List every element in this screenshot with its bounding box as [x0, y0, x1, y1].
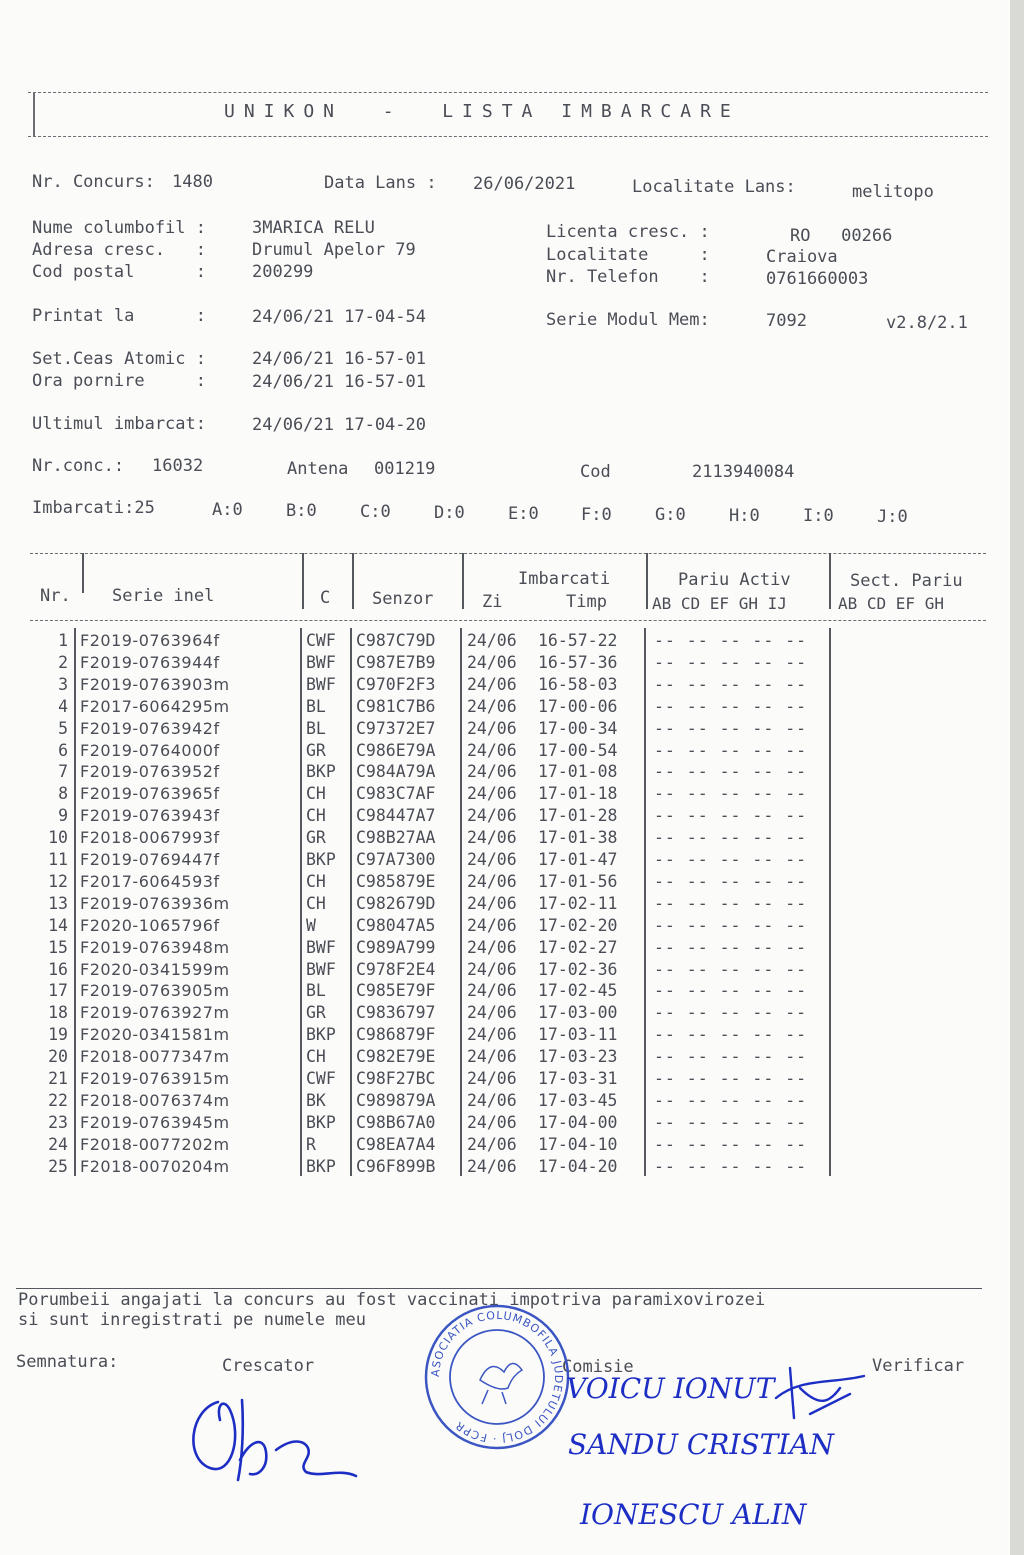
row-senzor: C98447A7 — [356, 806, 436, 826]
row-color: BL — [306, 718, 326, 738]
table-row — [0, 893, 1010, 915]
localitate-lans-label: Localitate Lans: — [632, 177, 796, 197]
pornire-value: 24/06/21 16-57-01 — [252, 372, 426, 392]
row-nr: 4 — [58, 696, 68, 716]
row-timp: 16-57-36 — [538, 652, 618, 672]
row-color: W — [306, 915, 316, 935]
col-header-timp: Timp — [566, 592, 607, 612]
row-color: BL — [306, 981, 326, 1001]
table-header-rule — [30, 620, 986, 621]
row-pariu-activ: -- -- -- -- -- — [654, 1047, 808, 1067]
row-serie-inel: F2019-0763965f — [80, 784, 220, 804]
row-timp: 17-02-20 — [538, 915, 618, 935]
col-divider-imbarcati-head — [646, 553, 648, 609]
table-row — [0, 652, 1010, 674]
row-pariu-activ: -- -- -- -- -- — [654, 937, 808, 957]
row-nr: 2 — [58, 652, 68, 672]
row-color: BWF — [306, 959, 336, 979]
row-serie-inel: F2017-6064593f — [80, 871, 220, 891]
row-serie-inel: F2020-1065796f — [80, 915, 220, 935]
row-nr: 17 — [48, 981, 68, 1001]
row-nr: 14 — [48, 915, 68, 935]
title-top-rule — [28, 92, 988, 93]
table-row — [0, 783, 1010, 805]
telefon-value: 0761660003 — [766, 269, 869, 289]
row-senzor: C98B67A0 — [356, 1112, 436, 1132]
serie-modul-label: Serie Modul Mem: — [546, 310, 710, 330]
report-title: UNIKON - LISTA IMBARCARE — [224, 101, 740, 122]
row-timp: 17-02-36 — [538, 959, 618, 979]
row-timp: 16-57-22 — [538, 631, 618, 650]
row-zi: 24/06 — [467, 1003, 517, 1023]
row-zi: 24/06 — [467, 806, 517, 826]
row-nr: 7 — [58, 762, 68, 782]
row-senzor: C989879A — [356, 1090, 436, 1110]
row-senzor: C97372E7 — [356, 718, 436, 738]
row-pariu-activ: -- -- -- -- -- — [654, 1090, 808, 1110]
row-timp: 17-04-20 — [538, 1156, 618, 1176]
row-zi: 24/06 — [467, 915, 517, 935]
row-senzor: C98047A5 — [356, 915, 436, 935]
row-senzor: C982E79E — [356, 1047, 436, 1067]
row-color: BKP — [306, 762, 336, 782]
table-row — [0, 740, 1010, 762]
row-color: BKP — [306, 1112, 336, 1132]
row-nr: 23 — [48, 1112, 68, 1132]
row-serie-inel: F2018-0076374m — [80, 1090, 230, 1110]
row-senzor: C987E7B9 — [356, 652, 436, 672]
row-serie-inel: F2019-0764000f — [80, 740, 220, 760]
row-serie-inel: F2019-0763945m — [80, 1112, 230, 1132]
col-header-c: C — [320, 588, 331, 608]
table-row — [0, 761, 1010, 783]
row-pariu-activ: -- -- -- -- -- — [654, 1156, 808, 1176]
stamp-outer-text: ASOCIATIA COLUMBOFILA JUDETULUI DOLJ · FCPR — [428, 1308, 566, 1446]
row-pariu-activ: -- -- -- -- -- — [654, 1069, 808, 1088]
row-color: GR — [306, 828, 326, 848]
col-header-imbarcati: Imbarcati — [518, 569, 611, 589]
row-serie-inel: F2019-0763942f — [80, 718, 220, 738]
comisie-signature-3: IONESCU ALIN — [580, 1498, 807, 1531]
row-zi: 24/06 — [467, 937, 517, 957]
printat-value: 24/06/21 17-04-54 — [252, 307, 426, 327]
row-senzor: C985E79F — [356, 981, 436, 1001]
col-divider-c-head — [352, 553, 354, 609]
table-row — [0, 1046, 1010, 1068]
table-row — [0, 1156, 1010, 1178]
cod-value: 2113940084 — [692, 462, 795, 482]
row-serie-inel: F2019-0763944f — [80, 652, 220, 672]
group-count-j: J:0 — [877, 507, 908, 527]
ceas-value: 24/06/21 16-57-01 — [252, 349, 426, 369]
row-color: BKP — [306, 850, 336, 869]
nume-label: Nume columbofil : — [32, 218, 206, 238]
concurs-value: 1480 — [172, 172, 213, 192]
row-pariu-activ: -- -- -- -- -- — [654, 915, 808, 935]
col-header-pariu: Pariu Activ — [678, 570, 791, 590]
row-zi: 24/06 — [467, 1156, 517, 1176]
group-count-g: G:0 — [655, 505, 686, 525]
row-timp: 17-01-56 — [538, 871, 618, 891]
row-zi: 24/06 — [467, 871, 517, 891]
row-timp: 17-03-11 — [538, 1025, 618, 1045]
table-row — [0, 827, 1010, 849]
row-serie-inel: F2017-6064295m — [80, 696, 230, 716]
row-serie-inel: F2019-0763964f — [80, 631, 220, 650]
row-pariu-activ: -- -- -- -- -- — [654, 1003, 808, 1023]
ultimul-value: 24/06/21 17-04-20 — [252, 415, 426, 435]
row-serie-inel: F2019-0769447f — [80, 850, 220, 869]
group-count-a: A:0 — [212, 500, 243, 520]
row-color: CH — [306, 893, 326, 913]
row-timp: 17-00-34 — [538, 718, 618, 738]
table-row — [0, 1068, 1010, 1090]
row-zi: 24/06 — [467, 762, 517, 782]
row-timp: 17-02-11 — [538, 893, 618, 913]
row-nr: 11 — [48, 850, 68, 869]
table-row — [0, 630, 1010, 652]
crescator-signature — [180, 1380, 370, 1490]
col-header-senzor: Senzor — [372, 589, 434, 609]
col-divider-pariu-head — [829, 553, 831, 609]
crescator-label: Crescator — [222, 1356, 315, 1376]
col-divider-senzor-head — [462, 553, 464, 609]
group-count-f: F:0 — [581, 505, 612, 525]
declaration-line-1: Porumbeii angajati la concurs au fost vaccinati impotriva paramixovirozei — [18, 1290, 766, 1310]
col-header-zi: Zi — [482, 592, 503, 612]
row-pariu-activ: -- -- -- -- -- — [654, 784, 808, 804]
col-header-serie: Serie inel — [112, 586, 215, 606]
row-senzor: C978F2E4 — [356, 959, 436, 979]
table-row — [0, 980, 1010, 1002]
row-senzor: C981C7B6 — [356, 696, 436, 716]
row-senzor: C987C79D — [356, 631, 436, 650]
row-pariu-activ: -- -- -- -- -- — [654, 652, 808, 672]
group-count-d: D:0 — [434, 503, 465, 523]
verificar-label: Verificar — [872, 1356, 965, 1376]
row-senzor: C986E79A — [356, 740, 436, 760]
row-color: CWF — [306, 1069, 336, 1088]
table-row — [0, 871, 1010, 893]
row-zi: 24/06 — [467, 740, 517, 760]
serie-modul-value: 7092 — [766, 311, 807, 331]
nr-conc-label: Nr.conc.: — [32, 456, 125, 476]
row-timp: 17-03-45 — [538, 1090, 618, 1110]
row-senzor: C98B27AA — [356, 828, 436, 848]
group-count-h: H:0 — [729, 506, 760, 526]
row-nr: 21 — [48, 1069, 68, 1088]
row-pariu-activ: -- -- -- -- -- — [654, 1134, 808, 1154]
row-serie-inel: F2018-0067993f — [80, 828, 220, 848]
row-senzor: C986879F — [356, 1025, 436, 1045]
table-row — [0, 959, 1010, 981]
row-zi: 24/06 — [467, 1112, 517, 1132]
cod-label: Cod — [580, 462, 611, 482]
row-pariu-activ: -- -- -- -- -- — [654, 696, 808, 716]
col-header-pariu-groups: AB CD EF GH IJ — [652, 594, 787, 613]
table-row — [0, 674, 1010, 696]
row-color: R — [306, 1134, 316, 1154]
row-color: CWF — [306, 631, 336, 650]
row-nr: 5 — [58, 718, 68, 738]
cod-postal-value: 200299 — [252, 262, 314, 282]
nr-conc-value: 16032 — [152, 456, 204, 476]
antena-value: 001219 — [374, 459, 436, 479]
col-divider-serie-head — [302, 553, 304, 609]
row-pariu-activ: -- -- -- -- -- — [654, 959, 808, 979]
row-nr: 10 — [48, 828, 68, 848]
row-timp: 17-02-45 — [538, 981, 618, 1001]
group-count-c: C:0 — [360, 502, 391, 522]
row-serie-inel: F2019-0763905m — [80, 981, 230, 1001]
row-senzor: C98EA7A4 — [356, 1134, 436, 1154]
row-color: BWF — [306, 652, 336, 672]
row-nr: 13 — [48, 893, 68, 913]
col-header-nr: Nr. — [40, 586, 71, 606]
row-timp: 17-03-31 — [538, 1069, 618, 1088]
row-pariu-activ: -- -- -- -- -- — [654, 850, 808, 869]
row-zi: 24/06 — [467, 718, 517, 738]
semnatura-label: Semnatura: — [16, 1352, 119, 1372]
row-zi: 24/06 — [467, 1069, 517, 1088]
row-nr: 3 — [58, 674, 68, 694]
row-pariu-activ: -- -- -- -- -- — [654, 762, 808, 782]
table-row — [0, 915, 1010, 937]
table-row — [0, 805, 1010, 827]
row-nr: 20 — [48, 1047, 68, 1067]
row-color: CH — [306, 871, 326, 891]
row-color: BK — [306, 1090, 326, 1110]
antena-label: Antena — [287, 459, 349, 479]
comisie-signature-2: SANDU CRISTIAN — [568, 1428, 835, 1461]
concurs-label: Nr. Concurs: — [32, 172, 155, 192]
row-pariu-activ: -- -- -- -- -- — [654, 806, 808, 826]
row-timp: 17-04-10 — [538, 1134, 618, 1154]
row-pariu-activ: -- -- -- -- -- — [654, 1025, 808, 1045]
data-lans-value: 26/06/2021 — [473, 174, 576, 194]
row-color: BWF — [306, 937, 336, 957]
row-pariu-activ: -- -- -- -- -- — [654, 631, 808, 650]
localitate-value: Craiova — [766, 247, 838, 267]
version-label: v2.8/2.1 — [886, 313, 968, 333]
row-serie-inel: F2019-0763903m — [80, 674, 230, 694]
row-senzor: C9836797 — [356, 1003, 436, 1023]
row-nr: 8 — [58, 784, 68, 804]
row-pariu-activ: -- -- -- -- -- — [654, 718, 808, 738]
row-nr: 25 — [48, 1156, 68, 1176]
group-count-b: B:0 — [286, 501, 317, 521]
club-stamp — [422, 1302, 572, 1452]
title-left-bar — [33, 92, 35, 136]
ultimul-label: Ultimul imbarcat: — [32, 414, 206, 434]
title-bottom-rule — [28, 136, 988, 137]
localitate-label: Localitate : — [546, 245, 710, 265]
row-senzor: C96F899B — [356, 1156, 436, 1176]
row-pariu-activ: -- -- -- -- -- — [654, 893, 808, 913]
table-row — [0, 849, 1010, 871]
comisie-signature-1: VOICU IONUT — [566, 1372, 775, 1405]
row-nr: 24 — [48, 1134, 68, 1154]
row-timp: 17-04-00 — [538, 1112, 618, 1132]
table-row — [0, 937, 1010, 959]
table-top-rule — [30, 553, 986, 554]
table-row — [0, 1112, 1010, 1134]
col-divider-nr — [82, 553, 84, 593]
row-zi: 24/06 — [467, 1025, 517, 1045]
row-timp: 16-58-03 — [538, 674, 618, 694]
row-zi: 24/06 — [467, 1090, 517, 1110]
row-nr: 15 — [48, 937, 68, 957]
row-timp: 17-03-23 — [538, 1047, 618, 1067]
row-senzor: C989A799 — [356, 937, 436, 957]
row-serie-inel: F2019-0763952f — [80, 762, 220, 782]
row-timp: 17-01-38 — [538, 828, 618, 848]
row-pariu-activ: -- -- -- -- -- — [654, 674, 808, 694]
row-timp: 17-00-54 — [538, 740, 618, 760]
row-timp: 17-01-47 — [538, 850, 618, 869]
row-zi: 24/06 — [467, 784, 517, 804]
row-serie-inel: F2019-0763943f — [80, 806, 220, 826]
row-serie-inel: F2018-0070204m — [80, 1156, 230, 1176]
ceas-label: Set.Ceas Atomic : — [32, 349, 206, 369]
data-lans-label: Data Lans : — [324, 173, 437, 193]
row-zi: 24/06 — [467, 696, 517, 716]
row-nr: 1 — [58, 631, 68, 650]
row-senzor: C970F2F3 — [356, 674, 436, 694]
row-timp: 17-01-28 — [538, 806, 618, 826]
row-zi: 24/06 — [467, 1134, 517, 1154]
row-zi: 24/06 — [467, 850, 517, 869]
footer-rule — [16, 1288, 982, 1289]
row-zi: 24/06 — [467, 1047, 517, 1067]
group-count-e: E:0 — [508, 504, 539, 524]
col-header-sect: Sect. Pariu — [850, 571, 963, 591]
nume-value: 3MARICA RELU — [252, 218, 375, 238]
row-pariu-activ: -- -- -- -- -- — [654, 981, 808, 1001]
row-serie-inel: F2019-0763936m — [80, 893, 230, 913]
row-zi: 24/06 — [467, 652, 517, 672]
licenta-label: Licenta cresc. : — [546, 222, 710, 242]
row-timp: 17-01-08 — [538, 762, 618, 782]
row-nr: 18 — [48, 1003, 68, 1023]
row-zi: 24/06 — [467, 981, 517, 1001]
row-zi: 24/06 — [467, 893, 517, 913]
imbarcati-count: Imbarcati:25 — [32, 498, 155, 518]
row-zi: 24/06 — [467, 674, 517, 694]
row-serie-inel: F2018-0077202m — [80, 1134, 230, 1154]
row-color: CH — [306, 1047, 326, 1067]
printat-label: Printat la : — [32, 306, 206, 326]
row-pariu-activ: -- -- -- -- -- — [654, 740, 808, 760]
comisie-label: Comisie — [562, 1357, 634, 1377]
row-pariu-activ: -- -- -- -- -- — [654, 1112, 808, 1132]
row-pariu-activ: -- -- -- -- -- — [654, 828, 808, 848]
row-serie-inel: F2019-0763915m — [80, 1069, 230, 1088]
row-serie-inel: F2019-0763927m — [80, 1003, 230, 1023]
localitate-lans-value: melitopo — [852, 182, 934, 202]
row-nr: 6 — [58, 740, 68, 760]
col-header-sect-groups: AB CD EF GH — [838, 594, 944, 613]
declaration-line-2: si sunt inregistrati pe numele meu — [18, 1310, 366, 1330]
row-timp: 17-02-27 — [538, 937, 618, 957]
telefon-label: Nr. Telefon : — [546, 267, 710, 287]
row-color: BWF — [306, 674, 336, 694]
row-color: CH — [306, 784, 326, 804]
row-senzor: C98F27BC — [356, 1069, 436, 1088]
table-row — [0, 1002, 1010, 1024]
row-senzor: C982679D — [356, 893, 436, 913]
row-zi: 24/06 — [467, 828, 517, 848]
row-color: CH — [306, 806, 326, 826]
adresa-value: Drumul Apelor 79 — [252, 240, 416, 260]
pornire-label: Ora pornire : — [32, 371, 206, 391]
row-nr: 19 — [48, 1025, 68, 1045]
row-timp: 17-03-00 — [538, 1003, 618, 1023]
row-senzor: C983C7AF — [356, 784, 436, 804]
group-count-i: I:0 — [803, 506, 834, 526]
row-color: GR — [306, 740, 326, 760]
row-serie-inel: F2020-0341599m — [80, 959, 230, 979]
licenta-value: RO 00266 — [790, 226, 893, 246]
table-row — [0, 696, 1010, 718]
row-senzor: C97A7300 — [356, 850, 436, 869]
row-nr: 12 — [48, 871, 68, 891]
page-edge — [1010, 0, 1024, 1555]
row-senzor: C985879E — [356, 871, 436, 891]
cod-postal-label: Cod postal : — [32, 262, 206, 282]
row-timp: 17-01-18 — [538, 784, 618, 804]
row-pariu-activ: -- -- -- -- -- — [654, 871, 808, 891]
row-timp: 17-00-06 — [538, 696, 618, 716]
row-serie-inel: F2020-0341581m — [80, 1025, 230, 1045]
table-row — [0, 1090, 1010, 1112]
table-row — [0, 1024, 1010, 1046]
table-row — [0, 718, 1010, 740]
row-color: BL — [306, 696, 326, 716]
row-nr: 22 — [48, 1090, 68, 1110]
row-zi: 24/06 — [467, 959, 517, 979]
row-nr: 16 — [48, 959, 68, 979]
table-row — [0, 1134, 1010, 1156]
adresa-label: Adresa cresc. : — [32, 240, 206, 260]
row-color: GR — [306, 1003, 326, 1023]
row-color: BKP — [306, 1156, 336, 1176]
row-zi: 24/06 — [467, 631, 517, 650]
row-color: BKP — [306, 1025, 336, 1045]
verificar-signature — [770, 1358, 870, 1428]
row-serie-inel: F2018-0077347m — [80, 1047, 230, 1067]
row-serie-inel: F2019-0763948m — [80, 937, 230, 957]
row-senzor: C984A79A — [356, 762, 436, 782]
row-nr: 9 — [58, 806, 68, 826]
